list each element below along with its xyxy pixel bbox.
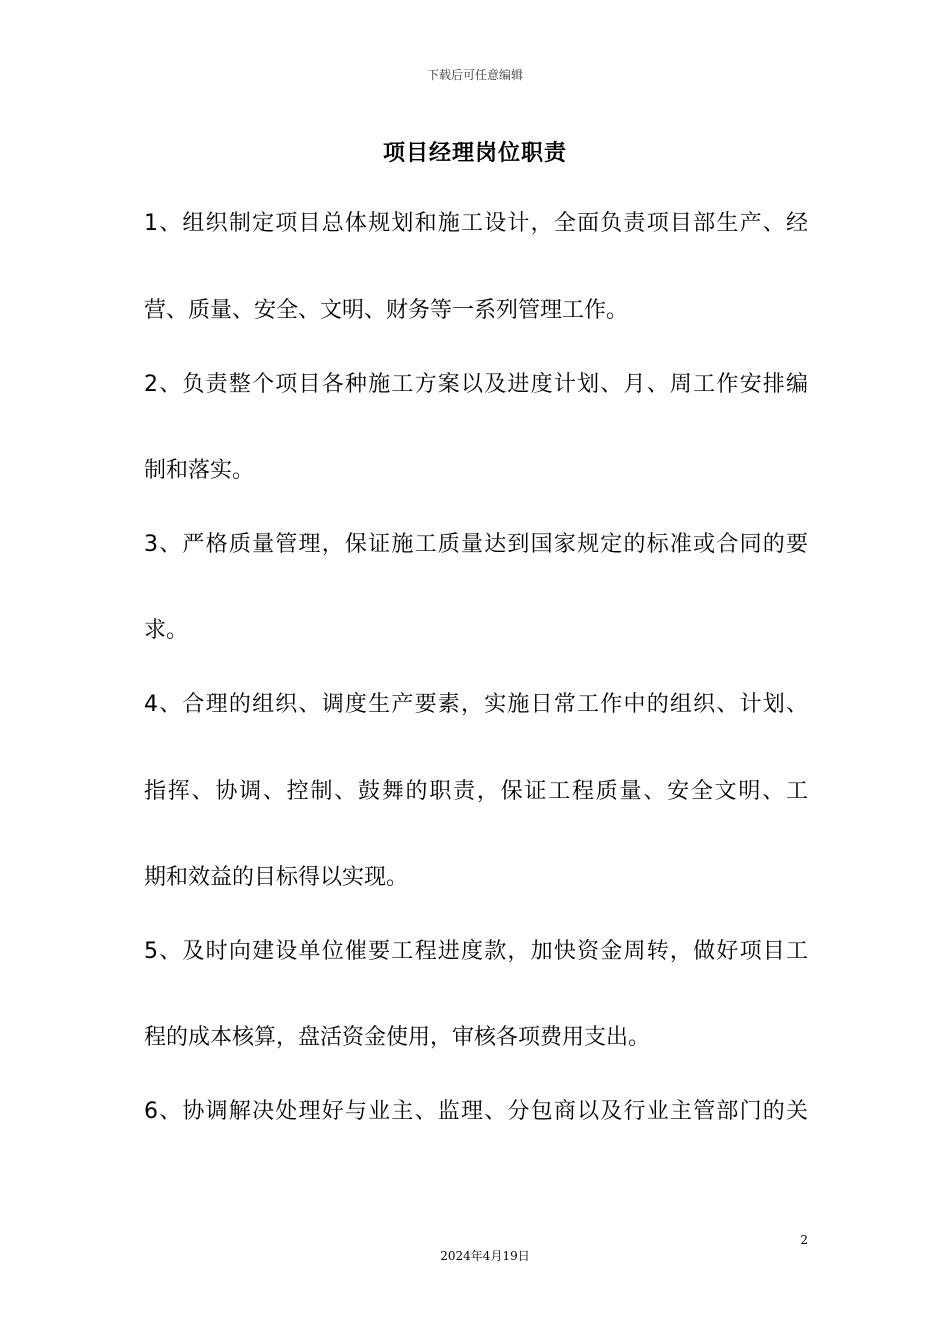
- page-number: 2: [800, 1233, 808, 1247]
- body-line: 2、负责整个项目各种施工方案以及进度计划、月、周工作安排编: [144, 372, 808, 397]
- body-line: 1、组织制定项目总体规划和施工设计，全面负责项目部生产、经: [144, 211, 808, 236]
- document-title: 项目经理岗位职责: [382, 141, 567, 166]
- body-line: 6、协调解决处理好与业主、监理、分包商以及行业主管部门的关: [144, 1099, 808, 1124]
- body-line: 营、质量、安全、文明、财务等一系列管理工作。: [144, 298, 629, 323]
- body-line: 3、严格质量管理，保证施工质量达到国家规定的标准或合同的要: [144, 532, 808, 557]
- footer-date: 2024年4月19日: [440, 1249, 530, 1263]
- body-line: 4、合理的组织、调度生产要素，实施日常工作中的组织、计划、: [144, 692, 808, 717]
- header-note: 下载后可任意编辑: [426, 68, 523, 82]
- body-line: 程的成本核算，盘活资金使用，审核各项费用支出。: [144, 1025, 651, 1050]
- body-line: 制和落实。: [144, 458, 255, 483]
- body-line: 指挥、协调、控制、鼓舞的职责，保证工程质量、安全文明、工: [144, 779, 808, 804]
- body-line: 期和效益的目标得以实现。: [144, 865, 409, 890]
- body-line: 求。: [144, 618, 189, 643]
- body-line: 5、及时向建设单位催要工程进度款，加快资金周转，做好项目工: [144, 939, 808, 964]
